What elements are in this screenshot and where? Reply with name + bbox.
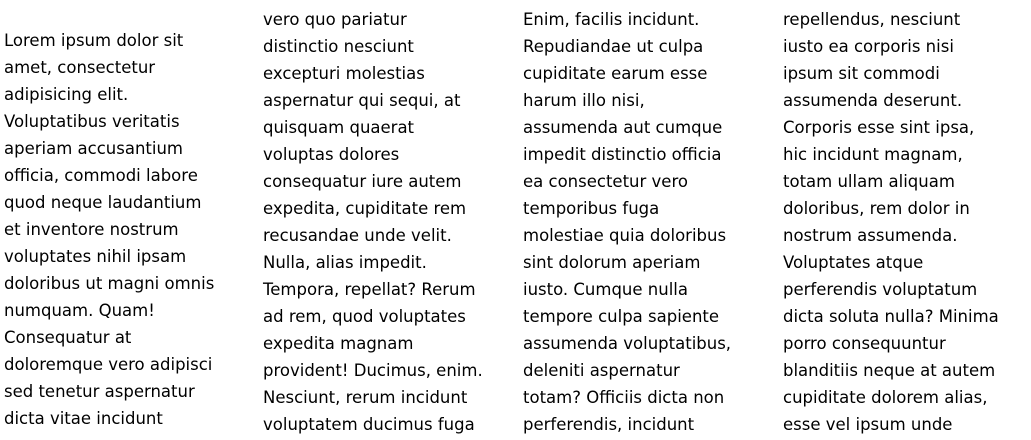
text-line: perferendis, incidunt — [523, 415, 695, 434]
text-line: sed tenetur aspernatur — [4, 382, 195, 401]
text-line: deleniti aspernatur — [523, 361, 680, 380]
text-line: assumenda aut cumque — [523, 118, 723, 137]
text-line: Repudiandae ut culpa — [523, 37, 704, 56]
text-line: officia, commodi labore — [4, 166, 198, 185]
text-line: cupiditate earum esse — [523, 64, 708, 83]
text-line: voluptates nihil ipsam — [4, 247, 187, 266]
text-line: Tempora, repellat? Rerum — [263, 280, 476, 299]
text-line: adipisicing elit. — [4, 85, 129, 104]
text-line: iusto ea corporis nisi — [783, 37, 954, 56]
text-line: sint dolorum aperiam — [523, 253, 701, 272]
text-line: totam ullam aliquam — [783, 172, 955, 191]
text-line: perferendis voluptatum — [783, 280, 978, 299]
text-line: expedita magnam — [263, 334, 414, 353]
text-line: et inventore nostrum — [4, 220, 179, 239]
text-line: assumenda voluptatibus, — [523, 334, 732, 353]
text-line: vero quo pariatur — [263, 10, 407, 29]
text-line: Consequatur at — [4, 328, 132, 347]
text-column-4 — [783, 6, 1021, 438]
text-line: quisquam quaerat — [263, 118, 415, 137]
text-line: impedit distinctio officia — [523, 145, 722, 164]
text-line: Voluptatibus veritatis — [4, 112, 180, 131]
text-line: voluptatem ducimus fuga — [263, 415, 475, 434]
text-line: Voluptates atque — [783, 253, 924, 272]
text-line: totam? Officiis dicta non — [523, 388, 725, 407]
text-line — [4, 432, 242, 440]
text-line: distinctio nesciunt — [263, 37, 414, 56]
text-line: iusto. Cumque nulla — [523, 280, 688, 299]
text-line: temporibus fuga — [523, 199, 660, 218]
text-line: nostrum assumenda. — [783, 226, 958, 245]
text-line: excepturi molestias — [263, 64, 425, 83]
text-line: voluptas dolores — [263, 145, 400, 164]
text-line: dicta vitae incidunt — [4, 409, 163, 428]
text-line: doloremque vero adipisci — [4, 355, 213, 374]
text-column-3 — [523, 6, 761, 438]
text-line: doloribus, rem dolor in — [783, 199, 970, 218]
text-line: consequatur iure autem — [263, 172, 462, 191]
text-line: aspernatur qui sequi, at — [263, 91, 461, 110]
text-line: quod neque laudantium — [4, 193, 202, 212]
text-line: porro consequuntur — [783, 334, 946, 353]
text-line: repellendus, nesciunt — [783, 10, 961, 29]
text-line: Nesciunt, rerum incidunt — [263, 388, 468, 407]
text-line: harum illo nisi, — [523, 91, 645, 110]
text-line: Lorem ipsum dolor sit — [4, 31, 184, 50]
text-line: tempore culpa sapiente — [523, 307, 720, 326]
text-line: hic incidunt magnam, — [783, 145, 963, 164]
text-line: ea consectetur vero — [523, 172, 688, 191]
text-line: esse vel ipsum unde — [783, 415, 953, 434]
text-line: dicta soluta nulla? Minima — [783, 307, 999, 326]
text-line: aperiam accusantium — [4, 139, 183, 158]
text-line: recusandae unde velit. — [263, 226, 452, 245]
text-line: cupiditate dolorem alias, — [783, 388, 988, 407]
text-line: Corporis esse sint ipsa, — [783, 118, 975, 137]
text-line: Nulla, alias impedit. — [263, 253, 427, 272]
text-line: Enim, facilis incidunt. — [523, 10, 700, 29]
text-column-1 — [4, 27, 242, 440]
text-line: numquam. Quam! — [4, 301, 155, 320]
text-line: expedita, cupiditate rem — [263, 199, 467, 218]
text-line: blanditiis neque at autem — [783, 361, 996, 380]
text-line: assumenda deserunt. — [783, 91, 963, 110]
text-column-2 — [263, 6, 501, 438]
text-line: molestiae quia doloribus — [523, 226, 727, 245]
text-line: doloribus ut magni omnis — [4, 274, 215, 293]
text-line: ad rem, quod voluptates — [263, 307, 466, 326]
text-line: ipsum sit commodi — [783, 64, 940, 83]
text-line: amet, consectetur — [4, 58, 156, 77]
text-line: provident! Ducimus, enim. — [263, 361, 483, 380]
